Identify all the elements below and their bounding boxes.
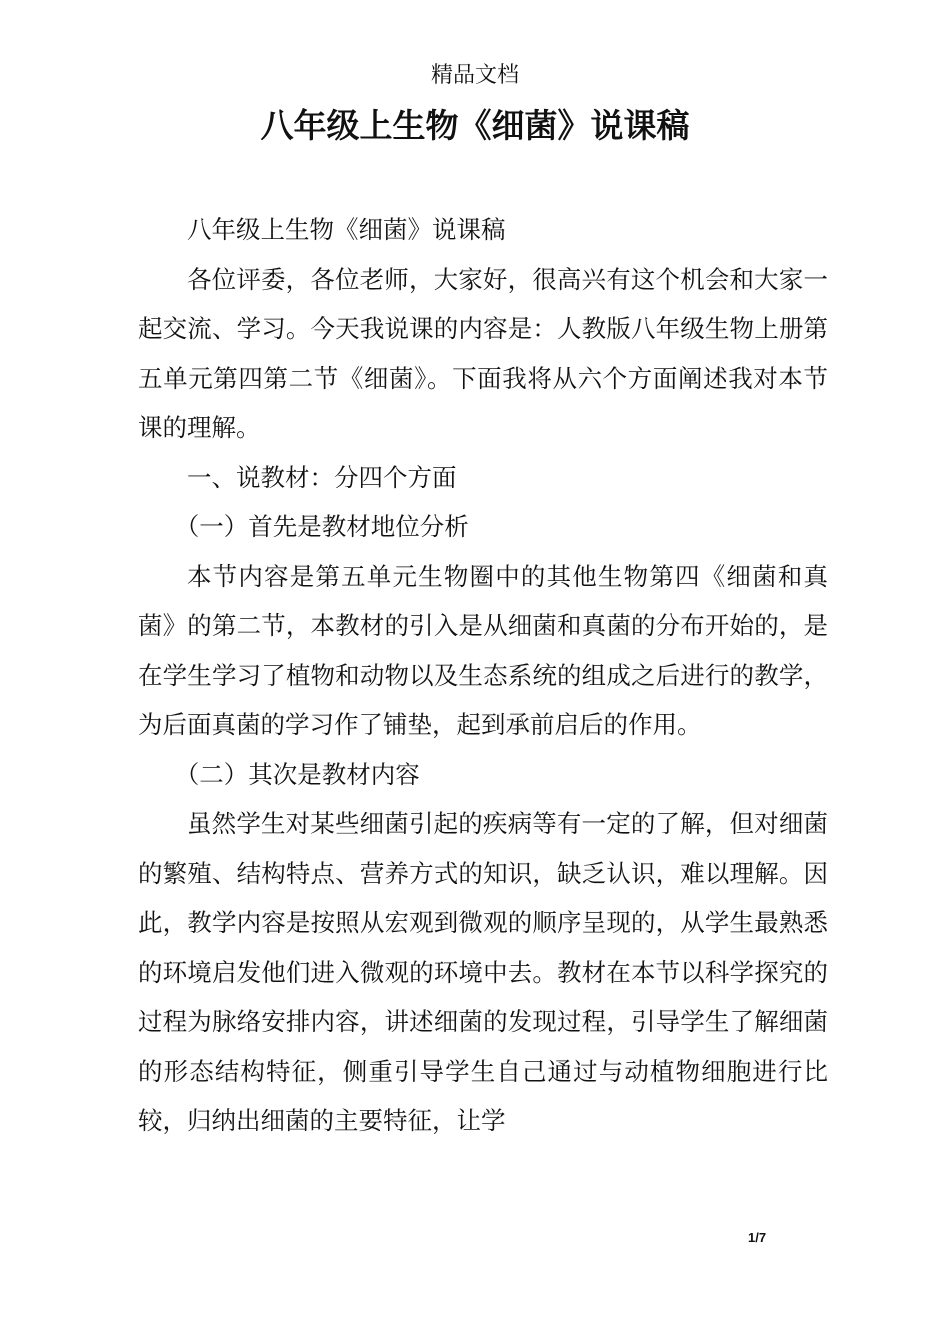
paragraph-position-analysis: 本节内容是第五单元生物圈中的其他生物第四《细菌和真菌》的第二节，本教材的引入是从细菌和真菌的分布开始的，是在学生学习了植物和动物以及生态系统的组成之后进行的教学，为后面真菌的学习作了铺垫，起到承前启后的作用。 — [138, 561, 828, 739]
subsection-heading-content: （二）其次是教材内容 — [174, 759, 420, 789]
paragraph-heading-repeat: 八年级上生物《细菌》说课稿 — [187, 215, 506, 244]
paragraph-content-analysis: 虽然学生对某些细菌引起的疾病等有一定的了解，但对细菌的繁殖、结构特点、营养方式的知识，缺乏认识，难以理解。因此，教学内容是按照从宏观到微观的顺序呈现的，从学生最熟悉的环境启发他们进入微观的环境中去。教材在本节以科学探究的过程为脉络安排内容，讲述细菌的发现过程，引导学生了解细菌的形态结构特征，侧重引导学生自己通过与动植物细胞进行比较，归纳出细菌的主要特征，让学 — [138, 809, 828, 1135]
page-number: 1/7 — [748, 1230, 767, 1245]
section-heading-textbook: 一、说教材：分四个方面 — [187, 462, 457, 492]
page-header: 精品文档 — [430, 63, 519, 88]
subsection-heading-position: （一）首先是教材地位分析 — [174, 512, 469, 541]
document-body — [138, 205, 828, 1146]
paragraph-greeting: 各位评委，各位老师，大家好，很高兴有这个机会和大家一起交流、学习。今天我说课的内容是：人教版八年级生物上册第五单元第四第二节《细菌》。下面我将从六个方面阐述我对本节课的理解。 — [138, 264, 828, 442]
document-title: 八年级上生物《细菌》说课稿 — [260, 106, 690, 145]
